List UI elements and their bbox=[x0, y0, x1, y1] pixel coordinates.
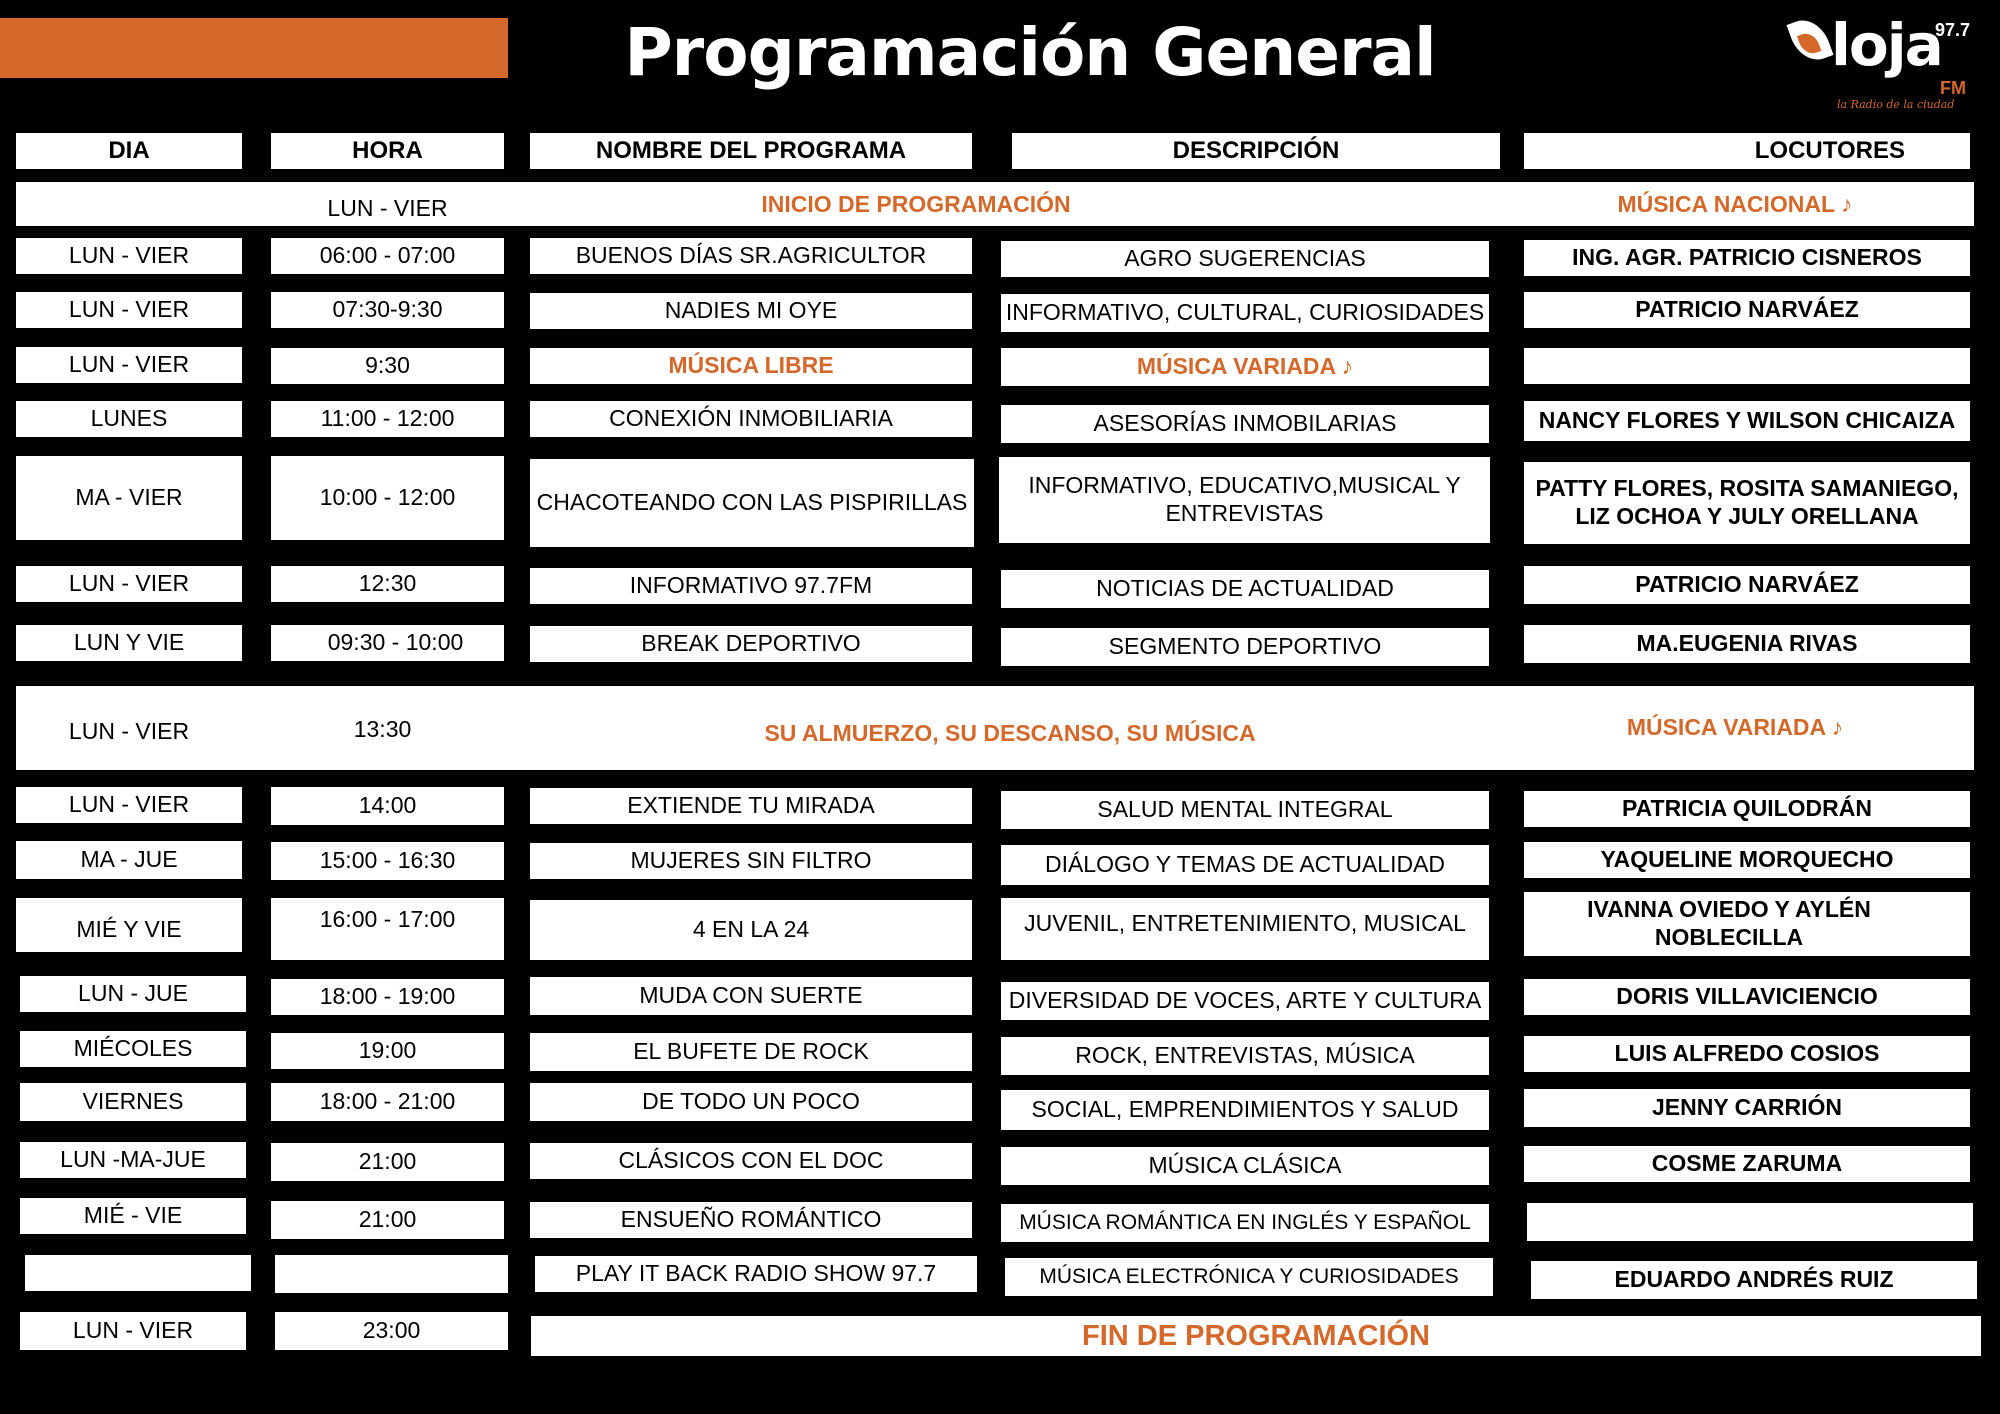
lunch-time: 13:30 bbox=[353, 715, 412, 742]
row-description: SOCIAL, EMPRENDIMIENTOS Y SALUD bbox=[1001, 1090, 1489, 1130]
row-description: DIÁLOGO Y TEMAS DE ACTUALIDAD bbox=[1001, 845, 1489, 885]
row-day: LUN - VIER bbox=[16, 566, 242, 602]
row-time: 06:00 - 07:00 bbox=[271, 238, 504, 274]
end-program: FIN DE PROGRAMACIÓN bbox=[531, 1316, 1981, 1356]
row-time: 16:00 - 17:00 bbox=[271, 898, 504, 960]
row-day: VIERNES bbox=[20, 1083, 246, 1121]
header-dia: DIA bbox=[16, 133, 242, 169]
row-hosts: NANCY FLORES Y WILSON CHICAIZA bbox=[1524, 401, 1970, 441]
row-program: INFORMATIVO 97.7FM bbox=[530, 568, 972, 604]
row-program: BREAK DEPORTIVO bbox=[530, 626, 972, 662]
row-program: 4 EN LA 24 bbox=[530, 900, 972, 960]
row-day: LUN -MA-JUE bbox=[20, 1142, 246, 1178]
row-time: 9:30 bbox=[271, 348, 504, 384]
intro-music: MÚSICA NACIONAL ♪ bbox=[1617, 190, 1853, 217]
row-hosts: IVANNA OVIEDO Y AYLÉN NOBLECILLA bbox=[1524, 892, 1970, 956]
row-time: 21:00 bbox=[271, 1143, 504, 1181]
row-day bbox=[25, 1255, 251, 1291]
row-time bbox=[275, 1255, 508, 1293]
row-hosts: PATRICIA QUILODRÁN bbox=[1524, 791, 1970, 827]
row-hosts: DORIS VILLAVICIENCIO bbox=[1524, 979, 1970, 1015]
row-hosts: COSME ZARUMA bbox=[1524, 1146, 1970, 1182]
row-time: 10:00 - 12:00 bbox=[271, 456, 504, 540]
logo-band: FM bbox=[1940, 78, 1966, 98]
row-day: MA - JUE bbox=[16, 841, 242, 879]
row-hosts: PATRICIO NARVÁEZ bbox=[1524, 292, 1970, 328]
row-program: EL BUFETE DE ROCK bbox=[530, 1033, 972, 1071]
row-hosts: LUIS ALFREDO COSIOS bbox=[1524, 1036, 1970, 1072]
row-hosts: PATTY FLORES, ROSITA SAMANIEGO, LIZ OCHOA Y JULY ORELLANA bbox=[1524, 462, 1970, 544]
lunch-music: MÚSICA VARIADA ♪ bbox=[1626, 713, 1844, 740]
row-hosts bbox=[1527, 1203, 1973, 1241]
row-time: 12:30 bbox=[271, 566, 504, 602]
row-time: 19:00 bbox=[271, 1033, 504, 1069]
lunch-program: SU ALMUERZO, SU DESCANSO, SU MÚSICA bbox=[764, 719, 1256, 746]
row-hosts: ING. AGR. PATRICIO CISNEROS bbox=[1524, 240, 1970, 276]
header-hora: HORA bbox=[271, 133, 504, 169]
row-time: 18:00 - 19:00 bbox=[271, 979, 504, 1015]
row-description: MÚSICA VARIADA ♪ bbox=[1001, 348, 1489, 386]
row-day: LUN - VIER bbox=[16, 787, 242, 823]
row-time: 15:00 - 16:30 bbox=[271, 842, 504, 880]
row-description: INFORMATIVO, EDUCATIVO,MUSICAL Y ENTREVISTAS bbox=[999, 457, 1490, 543]
row-description: MÚSICA ROMÁNTICA EN INGLÉS Y ESPAÑOL bbox=[1001, 1204, 1489, 1242]
header-locutores: LOCUTORES bbox=[1524, 133, 1970, 169]
row-hosts: JENNY CARRIÓN bbox=[1524, 1089, 1970, 1127]
row-program: DE TODO UN POCO bbox=[530, 1083, 972, 1121]
header-programa: NOMBRE DEL PROGRAMA bbox=[530, 133, 972, 169]
row-description: DIVERSIDAD DE VOCES, ARTE Y CULTURA bbox=[1001, 982, 1489, 1020]
header-descripcion: DESCRIPCIÓN bbox=[1012, 133, 1500, 169]
row-hosts: EDUARDO ANDRÉS RUIZ bbox=[1531, 1261, 1977, 1299]
row-program: NADIES MI OYE bbox=[530, 293, 972, 329]
end-day: LUN - VIER bbox=[20, 1312, 246, 1350]
row-program: PLAY IT BACK RADIO SHOW 97.7 bbox=[535, 1256, 977, 1292]
row-description: ROCK, ENTREVISTAS, MÚSICA bbox=[1001, 1037, 1489, 1075]
row-time: 14:00 bbox=[271, 787, 504, 825]
row-program: MÚSICA LIBRE bbox=[530, 348, 972, 384]
row-hosts: MA.EUGENIA RIVAS bbox=[1524, 625, 1970, 663]
row-day: MIÉCOLES bbox=[20, 1031, 246, 1067]
end-time: 23:00 bbox=[275, 1312, 508, 1350]
row-program: MUJERES SIN FILTRO bbox=[530, 843, 972, 879]
row-day: LUNES bbox=[16, 401, 242, 437]
row-description: SALUD MENTAL INTEGRAL bbox=[1001, 791, 1489, 829]
row-day: MIÉ Y VIE bbox=[16, 898, 242, 952]
row-program: BUENOS DÍAS SR.AGRICULTOR bbox=[530, 238, 972, 274]
row-hosts bbox=[1524, 348, 1970, 384]
header-accent-bar bbox=[0, 18, 508, 78]
page-title: Programación General bbox=[624, 14, 1436, 91]
station-logo bbox=[1785, 6, 1985, 110]
row-day: MA - VIER bbox=[16, 456, 242, 540]
lunch-day: LUN - VIER bbox=[68, 717, 190, 744]
intro-day: LUN - VIER bbox=[327, 194, 448, 221]
leaf-icon bbox=[1787, 14, 1834, 67]
row-description: SEGMENTO DEPORTIVO bbox=[1001, 628, 1489, 666]
row-day: LUN - VIER bbox=[16, 292, 242, 328]
row-day: MIÉ - VIE bbox=[20, 1198, 246, 1234]
row-day: LUN - VIER bbox=[16, 238, 242, 274]
row-time: 09:30 - 10:00 bbox=[271, 625, 504, 661]
row-day: LUN - VIER bbox=[16, 347, 242, 383]
intro-program: INICIO DE PROGRAMACIÓN bbox=[761, 190, 1071, 217]
row-description: MÚSICA ELECTRÓNICA Y CURIOSIDADES bbox=[1005, 1258, 1493, 1296]
row-program: CHACOTEANDO CON LAS PISPIRILLAS bbox=[530, 459, 974, 547]
row-description: ASESORÍAS INMOBILARIAS bbox=[1001, 405, 1489, 443]
row-time: 21:00 bbox=[271, 1201, 504, 1239]
row-program: MUDA CON SUERTE bbox=[530, 977, 972, 1015]
row-time: 18:00 - 21:00 bbox=[271, 1083, 504, 1121]
row-description: INFORMATIVO, CULTURAL, CURIOSIDADES bbox=[1001, 294, 1489, 332]
row-description: NOTICIAS DE ACTUALIDAD bbox=[1001, 570, 1489, 608]
row-description: JUVENIL, ENTRETENIMIENTO, MUSICAL bbox=[1001, 898, 1489, 960]
logo-word: loja bbox=[1831, 11, 1942, 79]
row-hosts: YAQUELINE MORQUECHO bbox=[1524, 842, 1970, 878]
row-program: CONEXIÓN INMOBILIARIA bbox=[530, 401, 972, 437]
logo-tagline: la Radio de la ciudad bbox=[1837, 98, 1955, 111]
row-day: LUN Y VIE bbox=[16, 625, 242, 661]
row-program: ENSUEÑO ROMÁNTICO bbox=[530, 1202, 972, 1238]
row-program: EXTIENDE TU MIRADA bbox=[530, 788, 972, 824]
row-description: MÚSICA CLÁSICA bbox=[1001, 1147, 1489, 1185]
row-description: AGRO SUGERENCIAS bbox=[1001, 241, 1489, 277]
row-day: LUN - JUE bbox=[20, 976, 246, 1012]
logo-frequency: 97.7 bbox=[1935, 20, 1971, 40]
row-program: CLÁSICOS CON EL DOC bbox=[530, 1143, 972, 1179]
row-time: 07:30-9:30 bbox=[271, 292, 504, 328]
row-hosts: PATRICIO NARVÁEZ bbox=[1524, 566, 1970, 604]
row-time: 11:00 - 12:00 bbox=[271, 401, 504, 437]
